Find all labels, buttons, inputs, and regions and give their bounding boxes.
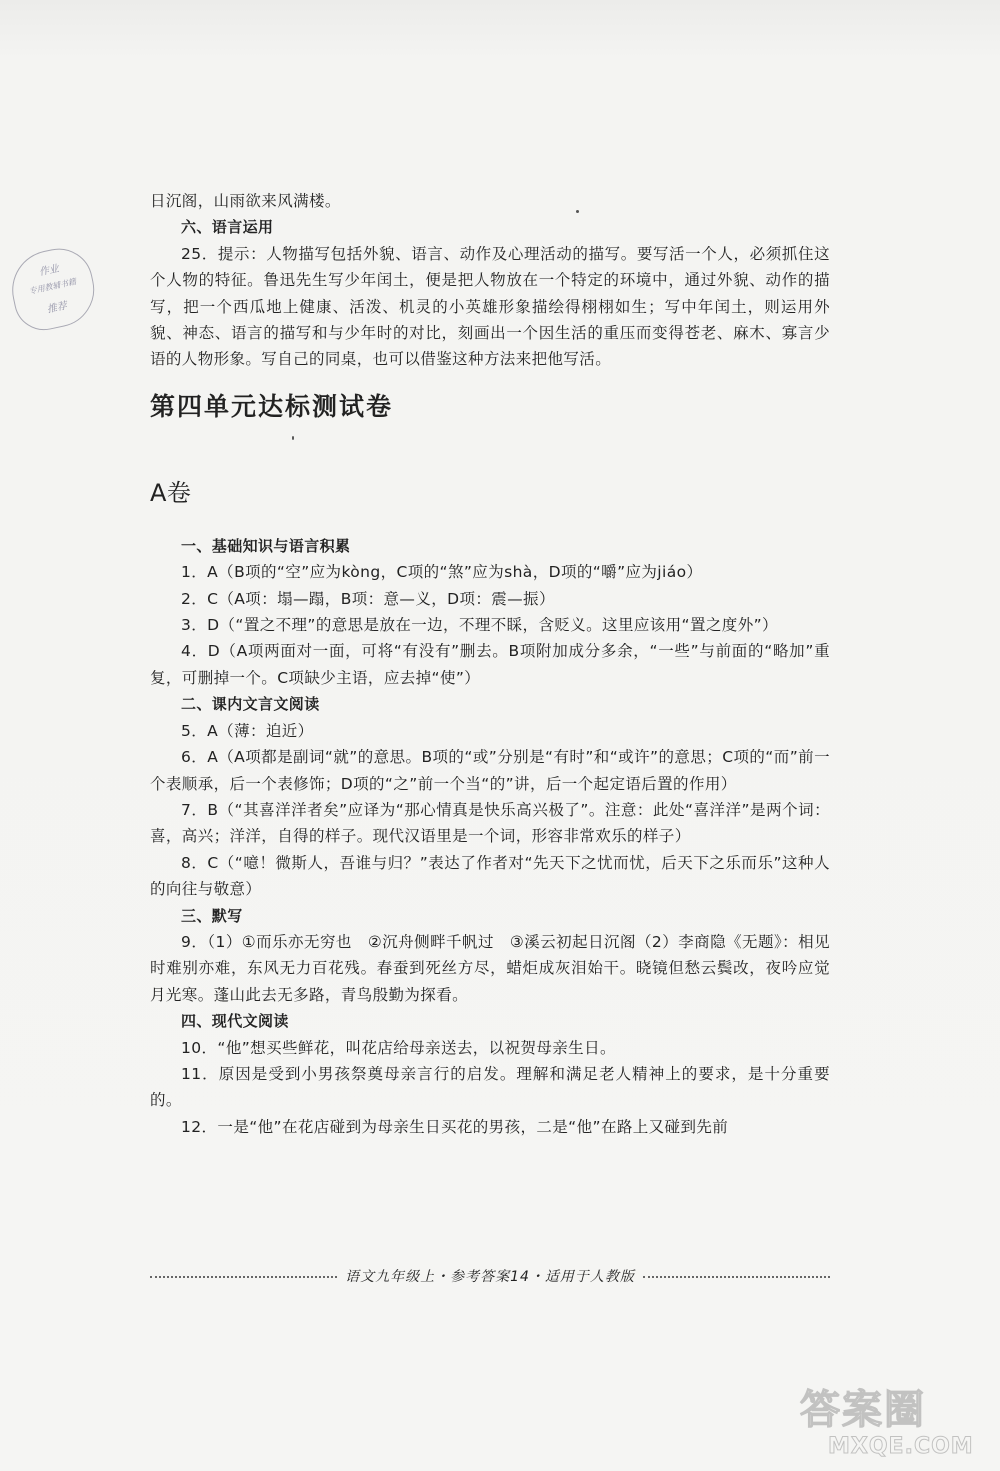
- watermark-bottom-text: MXQE.COM: [828, 1434, 974, 1459]
- footer-divider: [643, 1276, 830, 1278]
- answer-7: 7．B（“其喜洋洋者矣”应译为“那心情真是快乐高兴极了”。注意：此处“喜洋洋”是两个词：喜，高兴；洋洋，自得的样子。现代汉语里是一个词，形容非常欢乐的样子）: [150, 800, 830, 846]
- section-heading-6: 六、语言运用: [181, 218, 274, 237]
- footer-text: 语文九年级上・参考答案14・适用于人教版: [345, 1269, 635, 1285]
- stamp-line-2: 专用教辅书籍: [28, 277, 77, 296]
- stamp-line-1: 作业: [38, 263, 61, 279]
- footer-divider: [150, 1276, 337, 1278]
- page-footer: [150, 1263, 830, 1289]
- stamp-line-3: 推荐: [46, 300, 68, 316]
- answer-12: 12．一是“他”在花店碰到为母亲生日买花的男孩，二是“他”在路上又碰到先前: [181, 1117, 729, 1136]
- answer-5: 5．A（薄：迫近）: [181, 721, 314, 740]
- answer-4: 4．D（A项两面对一面，可将“有没有”删去。B项附加成分多余，“一些”与前面的“略加”重复，可删掉一个。C项缺少主语，应去掉“使”）: [150, 642, 830, 687]
- answer-11: 11．原因是受到小男孩祭奠母亲言行的启发。理解和满足老人精神上的要求，是十分重要的。: [150, 1064, 830, 1110]
- answer-1: 1．A（B项的“空”应为kòng，C项的“煞”应为shà，D项的“嚼”应为jiáo）: [181, 563, 703, 582]
- answer-25: 25．提示：人物描写包括外貌、语言、动作及心理活动的描写。要写活一个人，必须抓住这个人物的特征。鲁迅先生写少年闰土，便是把人物放在一个特定的环境中，通过外貌、动作的描写，把一个西瓜地上健康、活泼、机灵的小英雄形象描绘得栩栩如生；写中年闰土，则运用外貌、神态、语言的描写和与少年时的对比，刻画出一个因生活的重压而变得苍老、麻木、寡言少语的人物形象。写自己的同桌，也可以借鉴这种方法来把他写活。: [150, 244, 830, 369]
- unit-title: 第四单元达标测试卷: [150, 391, 394, 421]
- continued-line: 日沉阁，山雨欲来风满楼。: [150, 192, 341, 210]
- section-heading-4: 四、现代文阅读: [181, 1012, 289, 1031]
- watermark-top-text: 答案圈: [800, 1387, 926, 1433]
- answer-8: 8．C（“噫！微斯人，吾谁与归？”表达了作者对“先天下之忧而忧，后天下之乐而乐”这种人的向往与敬意）: [150, 853, 830, 899]
- paper-a-title: A卷: [150, 478, 192, 507]
- watermark-logo: [790, 1378, 990, 1468]
- section-heading-2: 二、课内文言文阅读: [181, 695, 320, 714]
- answer-2: 2．C（A项：塌—蹋，B项：意—义，D项：震—振）: [181, 589, 555, 608]
- answer-10: 10．“他”想买些鲜花，叫花店给母亲送去，以祝贺母亲生日。: [181, 1038, 616, 1057]
- stamp-icon: [5, 242, 101, 335]
- answer-6: 6．A（A项都是副词“就”的意思。B项的“或”分别是“有时”和“或许”的意思；C项的“而”前一个表顺承，后一个表修饰；D项的“之”前一个当“的”讲，后一个起定语后置的作用）: [150, 748, 830, 793]
- section-heading-3: 三、默写: [181, 906, 243, 925]
- answer-3: 3．D（“置之不理”的意思是放在一边，不理不睬，含贬义。这里应该用“置之度外”）: [181, 616, 778, 635]
- answer-content: [150, 188, 830, 1140]
- answer-9: 9．（1）①而乐亦无穷也 ②沉舟侧畔千帆过 ③溪云初起日沉阁（2）李商隐《无题》：相见时难别亦难，东风无力百花残。春蚕到死丝方尽，蜡炬成灰泪始干。晓镜但愁云鬓改，夜吟应觉月光寒。蓬山此去无多路，青鸟殷勤为探看。: [150, 932, 830, 1004]
- section-heading-1: 一、基础知识与语言积累: [181, 536, 351, 555]
